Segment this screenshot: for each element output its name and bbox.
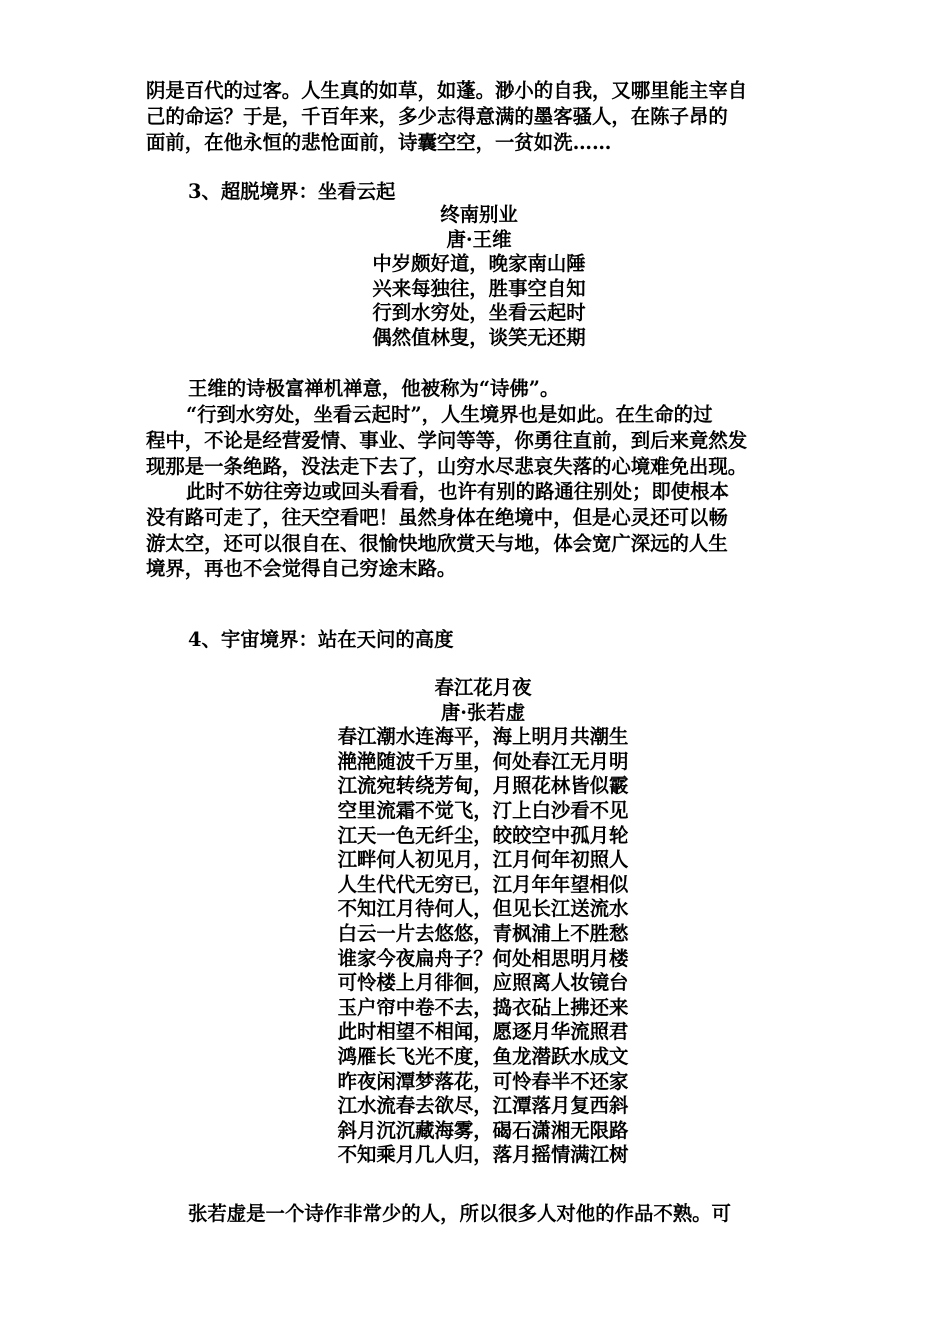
life-realm-paragraph — [146, 402, 810, 479]
poem-line: 江水流春去欲尽，江潭落月复西斜 — [337, 1094, 629, 1118]
poem-line: 行到水穷处，坐看云起时 — [372, 301, 586, 325]
text-line: 此时不妨往旁边或回头看看，也许有别的路通往别处；即使根本 — [186, 480, 729, 503]
poem-line: 不知乘月几人归，落月摇情满江树 — [337, 1143, 629, 1167]
poem-zhongnan-bieye — [4, 203, 950, 351]
poem-line: 江流宛转绕芳甸，月照花林皆似霰 — [337, 774, 629, 798]
text-line: 面前，在他永恒的悲怆面前，诗囊空空，一贫如洗…… — [146, 130, 612, 154]
poem-author: 唐·张若虚 — [440, 700, 526, 724]
text-line: 游太空，还可以很自在、很愉快地欣赏天与地，体会宽广深远的人生 — [146, 531, 728, 555]
poem-line: 江畔何人初见月，江月何年初照人 — [337, 848, 629, 872]
poem-line: 春江潮水连海平，海上明月共潮生 — [337, 725, 629, 749]
text-line: 阴是百代的过客。人生真的如草，如蓬。渺小的自我，又哪里能主宰自 — [146, 79, 748, 102]
poem-author: 唐·王维 — [446, 227, 512, 251]
text-line: 境界，再也不会觉得自己穷途末路。 — [146, 557, 457, 581]
poem-title: 春江花月夜 — [434, 676, 532, 699]
poem-chunjiang-huayueye — [8, 676, 950, 1168]
poem-title: 终南别业 — [440, 203, 518, 226]
look-at-sky-paragraph — [146, 479, 810, 582]
poem-line: 白云一片去悠悠，青枫浦上不胜愁 — [337, 921, 629, 945]
poem-line: 兴来每独往，胜事空自知 — [372, 276, 586, 300]
closing-paragraph: 张若虚是一个诗作非常少的人，所以很多人对他的作品不熟。可 — [188, 1202, 731, 1225]
poem-line: 昨夜闲潭梦落花，可怜春半不还家 — [337, 1069, 629, 1093]
poem-line: 空里流霜不觉飞，汀上白沙看不见 — [337, 798, 629, 822]
section-3-heading: 3、超脱境界：坐看云起 — [188, 180, 396, 203]
poem-line: 偶然值林叟，谈笑无还期 — [372, 325, 586, 349]
text-line: “行到水穷处，坐看云起时”，人生境界也是如此。在生命的过 — [186, 403, 713, 426]
poem-line: 中岁颇好道，晚家南山陲 — [372, 252, 586, 276]
poem-line: 斜月沉沉藏海雾，碣石潇湘无限路 — [337, 1118, 629, 1142]
poem-line: 玉户帘中卷不去，捣衣砧上拂还来 — [337, 995, 629, 1019]
intro-paragraph — [146, 78, 810, 155]
wang-wei-paragraph: 王维的诗极富禅机禅意，他被称为“诗佛”。 — [188, 377, 560, 400]
text-line: 没有路可走了，往天空看吧！虽然身体在绝境中，但是心灵还可以畅 — [146, 505, 728, 529]
poem-line: 可怜楼上月徘徊，应照离人妆镜台 — [337, 971, 629, 995]
text-line: 己的命运？于是，千百年来，多少志得意满的墨客骚人，在陈子昂的 — [146, 104, 728, 128]
poem-line: 鸿雁长飞光不度，鱼龙潜跃水成文 — [337, 1044, 629, 1068]
poem-line: 谁家今夜扁舟子？何处相思明月楼 — [337, 946, 629, 970]
poem-line: 不知江月待何人，但见长江送流水 — [337, 897, 629, 921]
section-4-heading: 4、宇宙境界：站在天问的高度 — [188, 628, 454, 651]
text-line: 现那是一条绝路，没法走下去了，山穷水尽悲哀失落的心境难免出现。 — [146, 454, 748, 478]
poem-line: 人生代代无穷已，江月年年望相似 — [337, 872, 629, 896]
poem-line: 江天一色无纤尘，皎皎空中孤月轮 — [337, 823, 629, 847]
poem-line: 此时相望不相闻，愿逐月华流照君 — [337, 1020, 629, 1044]
poem-line: 滟滟随波千万里，何处春江无月明 — [337, 749, 629, 773]
text-line: 程中，不论是经营爱情、事业、学问等等，你勇往直前，到后来竟然发 — [146, 428, 748, 452]
